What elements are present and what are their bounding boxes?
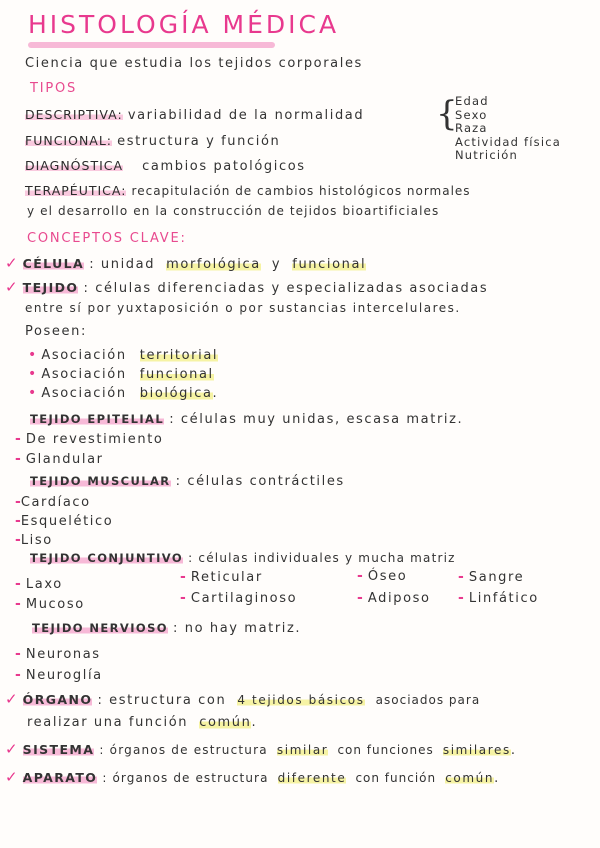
list-item [357, 587, 431, 606]
bullet-icon: • [28, 366, 37, 382]
check-icon: ✓ [5, 768, 18, 786]
brace-item: Raza [455, 121, 488, 135]
organo-line-2 [27, 711, 257, 730]
asociacion-hl: funcional [139, 367, 214, 382]
bullet-icon: • [28, 347, 37, 363]
list-item [15, 428, 163, 447]
aparato-post: . [494, 771, 500, 786]
list-item [15, 448, 104, 467]
descriptiva-label: DESCRIPTIVA: [25, 107, 123, 122]
tipo-terapeutica [25, 180, 471, 199]
page-title: HISTOLOGÍA MÉDICA [28, 10, 340, 39]
brace-item: Actividad física [455, 134, 561, 149]
asociacion-hl: biológica [139, 386, 213, 401]
conjuntivo-item: Adiposo [367, 591, 431, 606]
conjuntivo-item: Sangre [468, 570, 525, 585]
definition: Ciencia que estudia los tejidos corporales [25, 56, 363, 71]
funcional-label: FUNCIONAL: [25, 133, 113, 148]
asociacion-pre: Asociación [41, 348, 127, 363]
aparato-hl2: común [445, 771, 495, 785]
tipo-funcional [25, 130, 280, 149]
dash-icon: - [15, 532, 21, 548]
check-icon: ✓ [5, 254, 18, 272]
organo-pre: : estructura con [97, 693, 227, 708]
dash-icon: - [15, 451, 21, 467]
asociacion-hl: territorial [139, 348, 219, 363]
list-item [458, 587, 539, 606]
dash-icon: - [458, 569, 464, 585]
organo-line2-hl: común [199, 715, 252, 730]
nervioso-row [32, 617, 301, 636]
list-item [15, 664, 103, 683]
sistema-pre: : órganos de estructura [99, 743, 268, 757]
asociacion-pre: Asociación [41, 367, 127, 382]
dash-icon: - [180, 590, 186, 606]
asociacion-post: . [212, 386, 219, 401]
dash-icon: - [15, 431, 21, 447]
dash-icon: - [15, 667, 21, 683]
conjuntivo-item: Mucoso [25, 597, 85, 612]
muscular-item: Liso [20, 533, 53, 548]
poseen: Poseen: [25, 324, 87, 339]
list-item [15, 573, 63, 592]
dash-icon: - [15, 513, 21, 529]
dash-icon: - [15, 596, 21, 612]
tipo-descriptiva [25, 104, 364, 123]
muscular-row [30, 470, 345, 489]
list-item [15, 510, 113, 529]
asociacion-item [28, 344, 218, 363]
celula-funcional: funcional [292, 257, 367, 272]
aparato-pre: : órganos de estructura [102, 771, 269, 785]
organo-post: asociados para [375, 693, 481, 707]
tejido-label: TEJIDO [22, 280, 79, 295]
muscular-label: TEJIDO MUSCULAR [30, 474, 171, 488]
descriptiva-text: variabilidad de la normalidad [127, 108, 365, 123]
check-icon: ✓ [5, 690, 18, 708]
sistema-hl2: similares [442, 743, 511, 757]
epitelial-item: Glandular [25, 452, 104, 467]
dash-icon: - [357, 590, 363, 606]
brace-item: Edad [455, 94, 489, 108]
conjuntivo-item: Óseo [367, 569, 408, 584]
sistema-label: SISTEMA [22, 742, 95, 757]
list-item [357, 565, 407, 584]
nervioso-item: Neuroglía [25, 668, 103, 683]
celula-label: CÉLULA [22, 256, 85, 271]
sistema-post: . [510, 743, 517, 758]
brace-item: Nutrición [455, 148, 518, 162]
list-item [15, 643, 101, 662]
tejido-text-1: : células diferenciadas y especializadas asociadas [83, 281, 489, 296]
conjuntivo-row [30, 547, 456, 566]
sistema-mid: con funciones [337, 743, 434, 757]
celula-morfologica: morfológica [166, 257, 261, 272]
list-item [458, 566, 524, 585]
dash-icon: - [15, 646, 21, 662]
list-item [15, 491, 91, 510]
dash-icon: - [357, 568, 363, 584]
nervioso-label: TEJIDO NERVIOSO [32, 621, 168, 635]
epitelial-row [30, 408, 463, 427]
conjuntivo-label: TEJIDO CONJUNTIVO [30, 551, 184, 565]
funcional-text: estructura y función [117, 134, 281, 149]
celula-row [5, 253, 366, 272]
asociacion-item [28, 382, 218, 401]
nervioso-item: Neuronas [25, 647, 101, 662]
conjuntivo-item: Laxo [25, 577, 63, 592]
muscular-text: : células contráctiles [175, 474, 345, 489]
organo-hl: 4 tejidos básicos [237, 693, 365, 707]
brace-symbol: { [436, 94, 458, 134]
bullet-icon: • [28, 385, 37, 401]
epitelial-item: De revestimiento [25, 432, 164, 447]
muscular-item: Esquelético [20, 514, 114, 529]
diagnostica-label: DIAGNÓSTICA [25, 158, 124, 173]
organo-line2-post: . [251, 715, 258, 730]
dash-icon: - [458, 590, 464, 606]
list-item [180, 566, 263, 585]
terapeutica-text-2: y el desarrollo en la construcción de tejidos bioartificiales [27, 204, 440, 218]
conjuntivo-item: Linfático [468, 591, 539, 606]
list-item [15, 529, 53, 548]
terapeutica-text: recapitulación de cambios histológicos normales [131, 184, 471, 198]
tejido-text-2: entre sí por yuxtaposición o por sustancias intercelulares. [25, 301, 461, 315]
epitelial-label: TEJIDO EPITELIAL [30, 412, 165, 426]
brace-item: Sexo [455, 107, 488, 122]
brace-list [455, 95, 561, 163]
diagnostica-text: cambios patológicos [142, 159, 306, 174]
tipos-heading: TIPOS [30, 81, 78, 96]
check-icon: ✓ [5, 278, 18, 296]
celula-pre: : unidad [89, 257, 156, 272]
organo-label: ÓRGANO [22, 692, 93, 707]
aparato-row [5, 767, 500, 786]
conjuntivo-item: Cartilaginoso [190, 591, 298, 606]
celula-y: y [271, 257, 282, 272]
title-underline [28, 42, 275, 48]
terapeutica-label: TERAPÉUTICA: [25, 183, 127, 198]
conceptos-heading: CONCEPTOS CLAVE: [27, 231, 187, 246]
aparato-mid: con función [355, 771, 437, 785]
dash-icon: - [15, 494, 21, 510]
organo-row [5, 689, 480, 708]
sistema-row [5, 739, 517, 758]
list-item [15, 593, 85, 612]
conjuntivo-text: : células individuales y mucha matriz [188, 551, 456, 565]
asociacion-item [28, 363, 214, 382]
nervioso-text: : no hay matriz. [173, 621, 302, 636]
conjuntivo-item: Reticular [190, 570, 263, 585]
dash-icon: - [15, 576, 21, 592]
epitelial-text: : células muy unidas, escasa matriz. [169, 412, 464, 427]
organo-line2-pre: realizar una función [27, 715, 189, 730]
aparato-label: APARATO [22, 770, 98, 785]
check-icon: ✓ [5, 740, 18, 758]
tipo-diagnostica [25, 155, 306, 174]
list-item [180, 587, 297, 606]
muscular-item: Cardíaco [20, 495, 91, 510]
aparato-hl: diferente [277, 771, 347, 785]
tejido-row [5, 277, 488, 296]
asociacion-pre: Asociación [41, 386, 127, 401]
sistema-hl: similar [276, 743, 329, 757]
dash-icon: - [180, 569, 186, 585]
